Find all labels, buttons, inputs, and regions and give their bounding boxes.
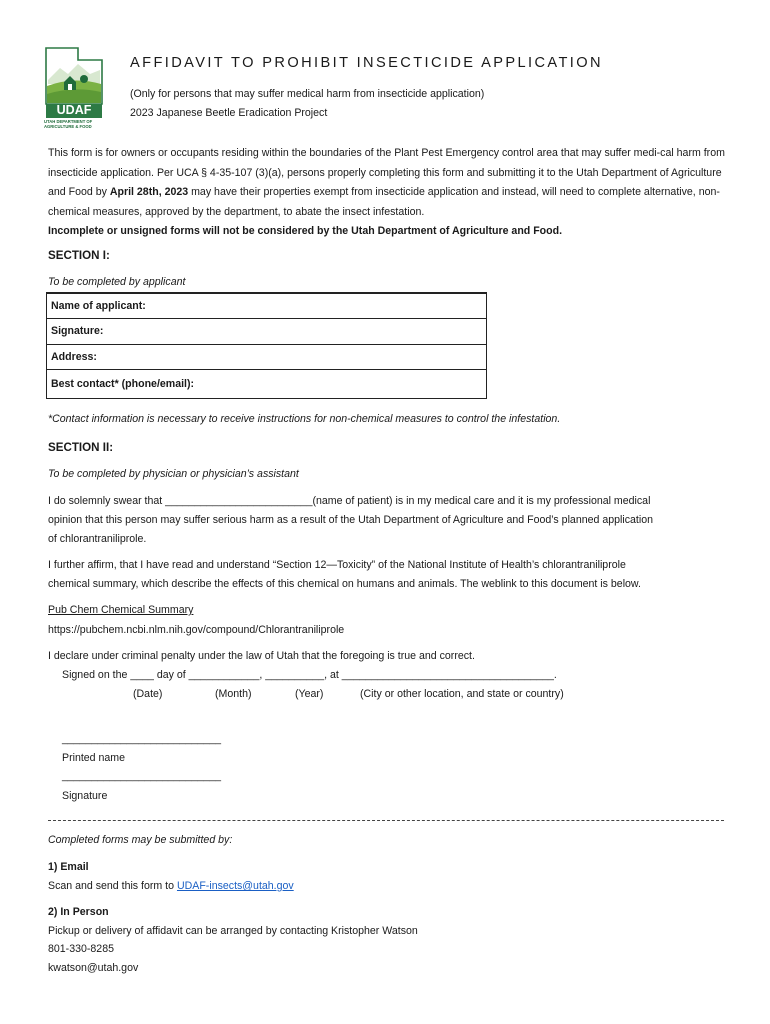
section1-heading: SECTION I:: [48, 249, 110, 262]
signed-on-line: Signed on the ____ day of ____________, __________, at ____________________________________.: [62, 669, 557, 681]
applicant-name-field[interactable]: Name of applicant:: [47, 293, 487, 319]
affirm-line-1: I further affirm, that I have read and understand “Section 12—Toxicity” of the National Institute of Health’s chlorantraniliprole: [48, 559, 626, 571]
email-link[interactable]: UDAF-insects@utah.gov: [176, 880, 294, 892]
in-person-heading: 2) In Person: [48, 906, 109, 918]
section1-instruction: To be completed by applicant: [48, 276, 186, 288]
pubchem-url[interactable]: https://pubchem.ncbi.nlm.nih.gov/compound/Chlorantraniliprole: [48, 624, 345, 636]
intro-warning: Incomplete or unsigned forms will not be considered by the Utah Department of Agriculture and Food.: [48, 225, 563, 238]
affirm-line-2: chemical summary, which describe the effects of this chemical on humans and animals. The weblink to this document is below.: [48, 578, 641, 590]
contact-footnote: *Contact information is necessary to receive instructions for non-chemical measures to control the infestation.: [48, 413, 561, 425]
swear-line-3: of chlorantraniliprole.: [48, 533, 147, 545]
section2-heading: SECTION II:: [48, 441, 114, 454]
document-title: AFFIDAVIT TO PROHIBIT INSECTICIDE APPLICATION: [130, 55, 603, 71]
swear-line-2: opinion that this person may suffer serious harm as a result of the Utah Department of Agriculture and Food’s planned application: [48, 514, 653, 526]
applicant-signature-field[interactable]: Signature:: [47, 319, 487, 344]
logo-subtext-line2: AGRICULTURE & FOOD: [44, 124, 92, 129]
applicant-contact-field[interactable]: Best contact* (phone/email):: [47, 369, 487, 398]
pubchem-link-title[interactable]: Pub Chem Chemical Summary: [48, 604, 194, 616]
swear-line-1: I do solemnly swear that _________________________(name of patient) is in my medical care and it is my professional medical: [48, 495, 651, 507]
contact-email: kwatson@utah.gov: [48, 962, 139, 974]
udaf-logo-graphic: [44, 46, 104, 130]
applicant-table: [46, 292, 487, 399]
intro-paragraph: [48, 144, 728, 242]
intro-part2: may have their properties exempt from insecticide application and instead, will need to complete alternative, non-chemical measures, approved by the department, to abate the insect infestation.: [48, 186, 720, 218]
in-person-text: Pickup or delivery of affidavit can be arranged by contacting Kristopher Watson: [48, 925, 418, 937]
year-label: (Year): [295, 688, 324, 700]
email-instructions: [48, 880, 294, 892]
month-label: (Month): [215, 688, 252, 700]
cut-divider: [48, 820, 724, 821]
intro-part1: This form is for owners or occupants residing within the boundaries of the Plant Pest Emergency control area that may suffer medi-cal harm from insecticide application. Per UCA § 4-35-107 (3)(a), persons properly completing this form and submitting it to the Utah Department of Agriculture and Food by: [48, 147, 725, 199]
city-label: (City or other location, and state or country): [360, 688, 564, 700]
printed-name-label: Printed name: [62, 752, 126, 764]
intro-deadline: April 28th, 2023: [109, 186, 189, 199]
udaf-logo: [44, 46, 104, 130]
contact-phone: 801-330-8285: [48, 943, 114, 955]
subtitle-project: 2023 Japanese Beetle Eradication Project: [130, 107, 328, 119]
declaration-text: I declare under criminal penalty under the law of Utah that the foregoing is true and correct.: [48, 650, 475, 662]
logo-subtext-line1: UTAH DEPARTMENT OF: [44, 119, 93, 124]
email-text: Scan and send this form to: [48, 880, 177, 892]
submission-intro: Completed forms may be submitted by:: [48, 834, 233, 846]
date-label: (Date): [133, 688, 163, 700]
logo-text: UDAF: [56, 103, 92, 117]
subtitle-eligibility: (Only for persons that may suffer medical harm from insecticide application): [130, 88, 485, 100]
logo-subtext: [44, 119, 104, 129]
email-heading: 1) Email: [48, 861, 89, 873]
signature-label: Signature: [62, 790, 108, 802]
applicant-address-field[interactable]: Address:: [47, 344, 487, 369]
section2-instruction: To be completed by physician or physician’s assistant: [48, 468, 299, 480]
signature-blank[interactable]: ___________________________: [62, 770, 222, 782]
printed-name-blank[interactable]: ___________________________: [62, 733, 222, 745]
